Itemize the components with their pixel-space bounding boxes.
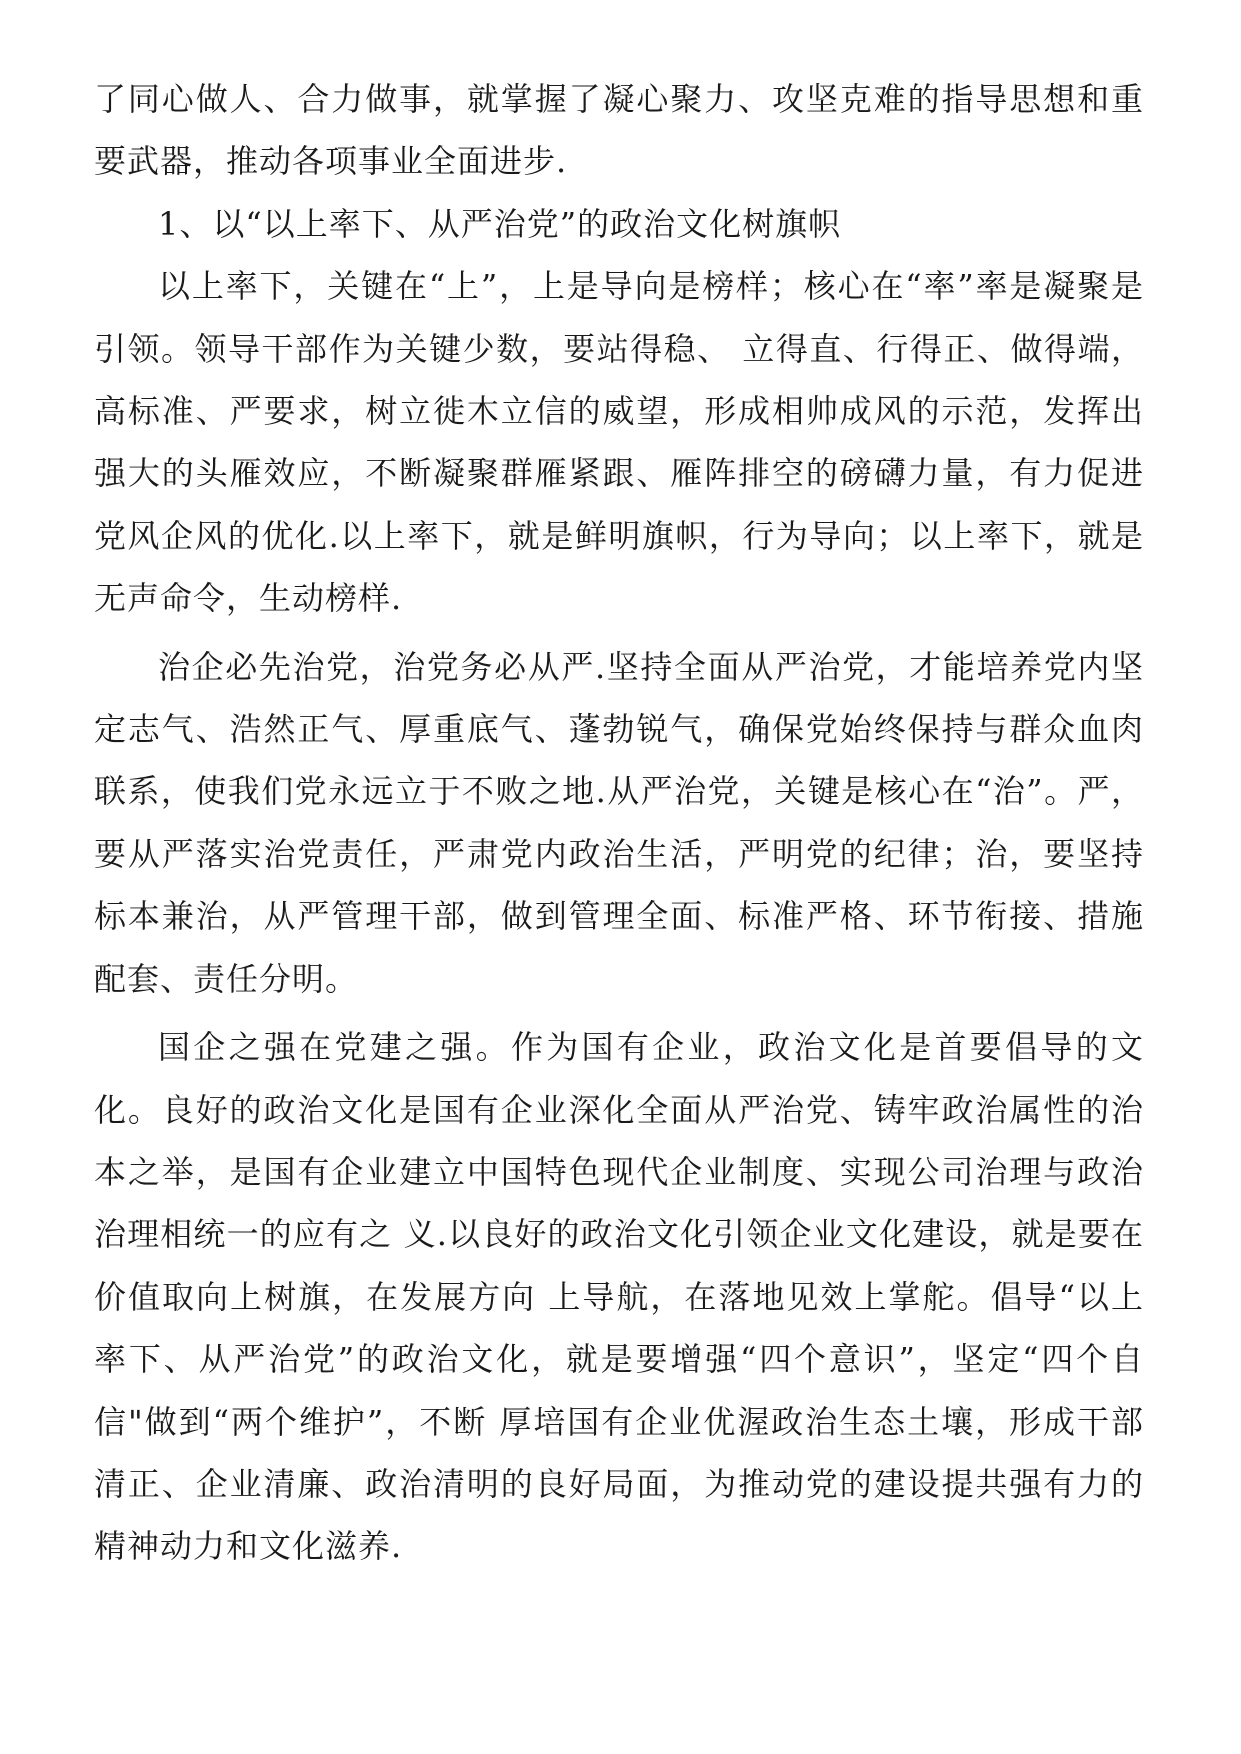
paragraph-soe-party-building: 国企之强在党建之强。作为国有企业，政治文化是首要倡导的文化。良好的政治文化是国有企业深化全面从严治党、铸牢政治属性的治本之举，是国有企业建立中国特色现代企业制度、实现公司治理与政治治理相统一的应有之 义.以良好的政治文化引领企业文化建设，就是要在价值取向上树旗，在发展方向 上导航，在落地见效上掌舵。倡导“以上率下、从严治党”的政治文化，就是要增强“四个意识”，坚定“四个自信"做到“两个维护”，不断 厚培国有企业优渥政治生态土壤，形成干部清正、企业清廉、政治清明的良好局面，为推动党的建设提共强有力的精神动力和文化滋养. bbox=[94, 1028, 1144, 1566]
paragraph-leading-by-example: 以上率下，关键在“上”，上是导向是榜样；核心在“率”率是凝聚是引领。领导干部作为关键少数，要站得稳、 立得直、行得正、做得端，高标准、严要求，树立徙木立信的威望，形成相帅成风的示范，发挥出强大的头雁效应，不断凝聚群雁紧跟、雁阵排空的磅礴力量，有力促进党风企风的优化.以上率下，就是鲜明旗帜，行为导向；以上率下，就是无声命令，生动榜样. bbox=[94, 267, 1144, 618]
paragraph-continuation: 了同心做人、合力做事，就掌握了凝心聚力、攻坚克难的指导思想和重要武器，推动各项事业全面进步. bbox=[94, 80, 1144, 181]
section-heading: 1、以“以上率下、从严治党”的政治文化树旗帜 bbox=[158, 204, 842, 243]
paragraph-strict-governance: 治企必先治党，治党务必从严.坚持全面从严治党，才能培养党内坚定志气、浩然正气、厚重底气、蓬勃锐气，确保党始终保持与群众血肉联系，使我们党永远立于不败之地.从严治党，关键是核心在“治”。严，要从严落实治党责任，严肃党内政治生活，严明党的纪律；治，要坚持标本兼治，从严管理干部，做到管理全面、标准严格、环节衔接、措施配套、责任分明。 bbox=[94, 647, 1144, 998]
document-body bbox=[94, 68, 1144, 1578]
